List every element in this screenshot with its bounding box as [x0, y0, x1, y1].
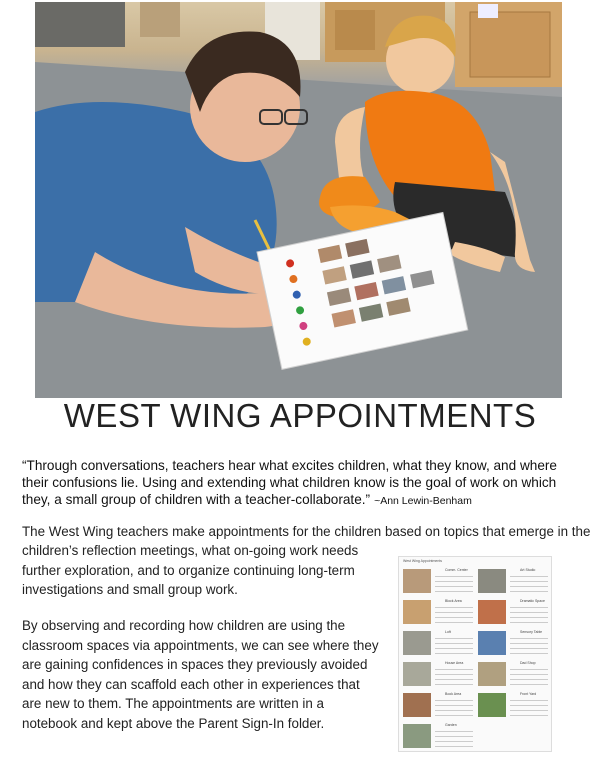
notebook-sign-up-line — [435, 622, 473, 623]
notebook-sign-up-line — [510, 622, 548, 623]
notebook-sign-up-line — [510, 653, 548, 654]
notebook-sign-up-line — [435, 731, 473, 732]
notebook-space-photo — [403, 631, 431, 655]
notebook-space-label: Sensory Table — [520, 630, 543, 634]
notebook-sign-up-line — [435, 612, 473, 613]
notebook-space-photo — [403, 569, 431, 593]
classroom-scene-illustration — [35, 2, 562, 398]
notebook-sign-up-line — [510, 607, 548, 608]
notebook-sign-up-line — [435, 591, 473, 592]
notebook-sign-up-line — [435, 736, 473, 737]
notebook-sign-up-line — [510, 679, 548, 680]
notebook-space-label: Book Area — [445, 692, 462, 696]
notebook-sign-up-line — [435, 648, 473, 649]
notebook-sign-up-line — [510, 638, 548, 639]
notebook-space-photo — [403, 662, 431, 686]
appointments-notebook-thumbnail — [398, 556, 552, 752]
notebook-sign-up-line — [435, 669, 473, 670]
notebook-space-cell — [401, 660, 475, 689]
notebook-sign-up-line — [435, 679, 473, 680]
notebook-sign-up-line — [510, 612, 548, 613]
notebook-space-photo — [403, 600, 431, 624]
notebook-space-photo — [478, 693, 506, 717]
notebook-sign-up-line — [510, 591, 548, 592]
notebook-sign-up-line — [510, 586, 548, 587]
notebook-space-photo — [478, 631, 506, 655]
notebook-space-label: Front Yard — [520, 692, 537, 696]
paragraph-2: By observing and recording how children are using the classroom spaces via appointments, we can see where they are gaining confidences in spaces they previously avoided and how they can scaffold each other in experiences that are new to them. The appointments are written in a notebook and kept above the Parent Sign-In folder. — [22, 618, 379, 731]
notebook-sign-up-line — [510, 674, 548, 675]
notebook-sign-up-line — [435, 643, 473, 644]
notebook-space-cell — [476, 567, 550, 596]
notebook-sign-up-line — [510, 684, 548, 685]
notebook-sign-up-line — [510, 705, 548, 706]
notebook-space-label: Loft — [445, 630, 451, 634]
notebook-space-cell — [401, 722, 475, 751]
notebook-sign-up-line — [435, 581, 473, 582]
shelf-shape — [35, 2, 125, 47]
page-title: WEST WING APPOINTMENTS — [63, 397, 537, 434]
notebook-sign-up-line — [510, 643, 548, 644]
notebook-space-label: House Area — [445, 661, 464, 665]
notebook-sign-up-line — [510, 576, 548, 577]
notebook-sign-up-line — [510, 581, 548, 582]
notebook-sign-up-line — [435, 746, 473, 747]
quote-text: “Through conversations, teachers hear what excites children, what they know, and where their confusions lie. Using and extending what children know is the goal of work on which they, a small group of children with a teacher-collaborate.” — [22, 458, 557, 507]
notebook-sign-up-line — [435, 653, 473, 654]
notebook-space-label: Garden — [445, 723, 457, 727]
notebook-sign-up-line — [435, 710, 473, 711]
notebook-sign-up-line — [435, 684, 473, 685]
notebook-space-photo — [478, 600, 506, 624]
notebook-sign-up-line — [510, 715, 548, 716]
notebook-space-cell — [401, 691, 475, 720]
paragraph-1-rest: children’s reflection meetings, what on-going work needs further exploration, and to organize continuing long-term investigations and small group work. — [22, 543, 359, 597]
notebook-space-cell — [476, 629, 550, 658]
notebook-sign-up-line — [510, 700, 548, 701]
notebook-space-photo — [403, 693, 431, 717]
notebook-sign-up-line — [435, 674, 473, 675]
intro-quote — [22, 457, 582, 510]
notebook-sign-up-line — [510, 617, 548, 618]
notebook-sign-up-line — [435, 607, 473, 608]
notebook-space-label: Comm. Center — [445, 568, 468, 572]
notebook-sign-up-line — [435, 741, 473, 742]
notebook-space-label: Art Studio — [520, 568, 536, 572]
notebook-space-cell — [476, 691, 550, 720]
notebook-sign-up-line — [435, 705, 473, 706]
notebook-title: West Wing Appointments — [403, 559, 443, 563]
notebook-sign-up-line — [435, 576, 473, 577]
notebook-space-label: Dad Shop — [520, 661, 536, 665]
notebook-space-photo — [478, 569, 506, 593]
paragraph-1-first-line: The West Wing teachers make appointments for the children based on topics that emerge in the — [22, 524, 591, 539]
notebook-sign-up-line — [435, 715, 473, 716]
notebook-space-photo — [403, 724, 431, 748]
notebook-sign-up-line — [510, 669, 548, 670]
notebook-space-label: Block Area — [445, 599, 462, 603]
notebook-space-cell — [401, 629, 475, 658]
notebook-sign-up-line — [435, 638, 473, 639]
notebook-space-cell — [476, 598, 550, 627]
notebook-space-photo — [478, 662, 506, 686]
notebook-sign-up-line — [435, 617, 473, 618]
notebook-sign-up-line — [435, 700, 473, 701]
notebook-space-label: Dramatic Space — [520, 599, 545, 603]
notebook-space-cell — [401, 598, 475, 627]
quote-attribution: ~Ann Lewin-Benham — [374, 495, 472, 507]
notebook-sign-up-line — [510, 710, 548, 711]
hero-photo — [35, 2, 562, 398]
notebook-sign-up-line — [435, 586, 473, 587]
notebook-space-cell — [476, 660, 550, 689]
notebook-space-cell — [401, 567, 475, 596]
notebook-sign-up-line — [510, 648, 548, 649]
